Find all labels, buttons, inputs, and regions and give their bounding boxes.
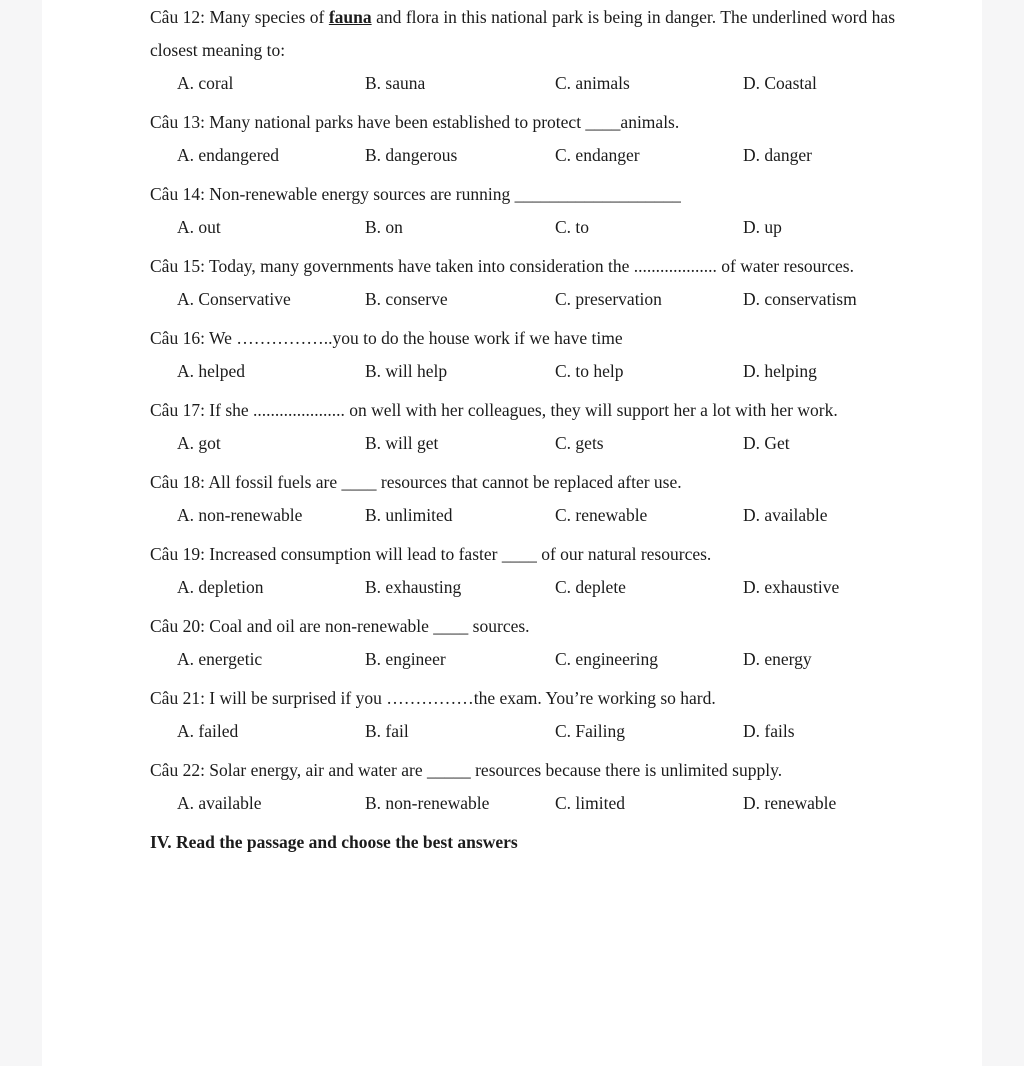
- question-block: [150, 106, 895, 172]
- option-a: A. energetic: [177, 649, 263, 669]
- question-text-segment: Câu 20: Coal and oil are non-renewable ____ sources.: [150, 616, 530, 636]
- question-block: [150, 322, 895, 388]
- option-d: D. energy: [743, 649, 812, 669]
- question-text-segment: Câu 15: Today, many governments have taken into consideration the ................... of water resources.: [150, 256, 854, 276]
- question-text-segment: and flora in this national park is being in danger. The underlined word has closest meaning to:: [150, 7, 896, 60]
- option-c: C. endanger: [555, 145, 640, 165]
- question-text: [150, 754, 895, 787]
- option-c: C. renewable: [555, 505, 648, 525]
- option-c: C. preservation: [555, 289, 662, 309]
- options-row: [150, 715, 895, 748]
- option-b: B. on: [365, 217, 403, 237]
- option-d: D. available: [743, 505, 828, 525]
- option-b: B. fail: [365, 721, 409, 741]
- options-row: [150, 787, 895, 820]
- option-d: D. helping: [743, 361, 817, 381]
- option-b: B. conserve: [365, 289, 448, 309]
- question-text: [150, 394, 895, 427]
- option-b: B. dangerous: [365, 145, 458, 165]
- question-block: [150, 754, 895, 820]
- option-c: C. gets: [555, 433, 604, 453]
- option-a: A. non-renewable: [177, 505, 303, 525]
- options-row: [150, 283, 895, 316]
- option-a: A. out: [177, 217, 221, 237]
- options-row: [150, 67, 895, 100]
- question-block: [150, 610, 895, 676]
- option-c: C. animals: [555, 73, 630, 93]
- question-text-segment: Câu 13: Many national parks have been established to protect ____animals.: [150, 112, 680, 132]
- option-b: B. sauna: [365, 73, 426, 93]
- question-text-segment: Câu 22: Solar energy, air and water are _____ resources because there is unlimited supply.: [150, 760, 783, 780]
- question-text: [150, 106, 895, 139]
- option-b: B. unlimited: [365, 505, 453, 525]
- questions-list: [42, 0, 982, 859]
- option-c: C. engineering: [555, 649, 659, 669]
- options-row: [150, 427, 895, 460]
- section-heading: IV. Read the passage and choose the best answers: [150, 832, 518, 852]
- question-text-segment: Câu 12: Many species of: [150, 7, 329, 27]
- option-c: C. to help: [555, 361, 624, 381]
- option-d: D. Get: [743, 433, 790, 453]
- option-d: D. renewable: [743, 793, 837, 813]
- option-c: C. limited: [555, 793, 625, 813]
- question-block: [150, 1, 895, 100]
- option-b: B. non-renewable: [365, 793, 490, 813]
- question-block: [150, 178, 895, 244]
- option-d: D. danger: [743, 145, 813, 165]
- question-text-segment: Câu 16: We ……………..you to do the house work if we have time: [150, 328, 623, 348]
- question-block: [150, 250, 895, 316]
- option-b: B. will help: [365, 361, 448, 381]
- option-a: A. helped: [177, 361, 246, 381]
- option-c: C. to: [555, 217, 590, 237]
- option-a: A. failed: [177, 721, 239, 741]
- options-row: [150, 643, 895, 676]
- option-a: A. got: [177, 433, 221, 453]
- option-b: B. engineer: [365, 649, 446, 669]
- question-text: [150, 322, 895, 355]
- option-a: A. coral: [177, 73, 234, 93]
- options-row: [150, 211, 895, 244]
- question-block: [150, 394, 895, 460]
- options-row: [150, 139, 895, 172]
- question-text: [150, 178, 895, 211]
- option-d: D. Coastal: [743, 73, 817, 93]
- option-b: B. will get: [365, 433, 439, 453]
- document-page: [42, 0, 982, 1066]
- options-row: [150, 571, 895, 604]
- question-text: [150, 538, 895, 571]
- question-block: [150, 682, 895, 748]
- options-row: [150, 355, 895, 388]
- option-a: A. depletion: [177, 577, 264, 597]
- option-d: D. up: [743, 217, 782, 237]
- question-text-segment: Câu 18: All fossil fuels are ____ resources that cannot be replaced after use.: [150, 472, 682, 492]
- option-d: D. fails: [743, 721, 795, 741]
- question-block: [150, 466, 895, 532]
- question-text: [150, 610, 895, 643]
- option-d: D. exhaustive: [743, 577, 840, 597]
- question-text: [150, 466, 895, 499]
- question-text-segment: Câu 19: Increased consumption will lead to faster ____ of our natural resources.: [150, 544, 712, 564]
- question-text-segment: Câu 14: Non-renewable energy sources are running ___________________: [150, 184, 681, 204]
- option-b: B. exhausting: [365, 577, 462, 597]
- question-block: [150, 538, 895, 604]
- option-a: A. Conservative: [177, 289, 291, 309]
- question-text: [150, 682, 895, 715]
- options-row: [150, 499, 895, 532]
- underlined-term: fauna: [328, 7, 372, 27]
- question-text-segment: Câu 21: I will be surprised if you ……………the exam. You’re working so hard.: [150, 688, 716, 708]
- option-a: A. available: [177, 793, 262, 813]
- question-text-segment: Câu 17: If she ..................... on well with her colleagues, they will support her a lot with her work.: [150, 400, 838, 420]
- option-d: D. conservatism: [743, 289, 857, 309]
- option-c: C. Failing: [555, 721, 626, 741]
- question-text: [150, 250, 895, 283]
- option-a: A. endangered: [177, 145, 280, 165]
- question-text: [150, 1, 895, 67]
- option-c: C. deplete: [555, 577, 626, 597]
